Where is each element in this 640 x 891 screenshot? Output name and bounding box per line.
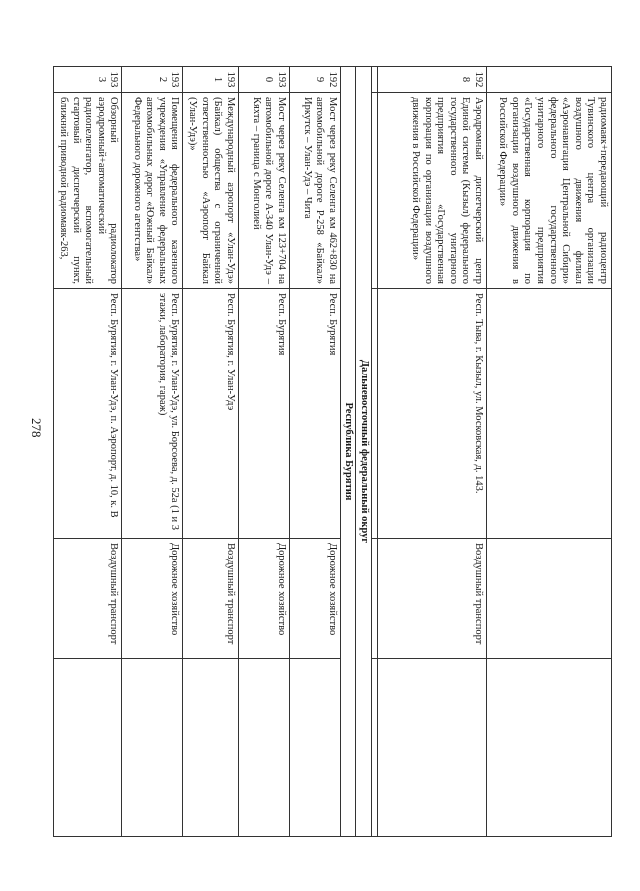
object-address: Респ. Бурятия, г. Улан-Удэ, п. Аэропорт, д. 10, к. В: [54, 289, 122, 539]
section-header-row: [356, 67, 372, 837]
empty-cell: [378, 659, 487, 837]
object-address: Респ. Тыва, г. Кызыл, ул. Московская, д. 143.: [378, 289, 487, 539]
object-sector: Воздушный транспорт: [54, 539, 122, 659]
empty-cell: [238, 659, 289, 837]
row-number: 1932: [122, 67, 183, 93]
section-header-row: [340, 67, 356, 837]
object-name: Аэродромный диспетчерский центр Единой системы (Кызыл) федерального государственного унитарного предприятия «Государственная корпорация по организации воздушного движения в Российской Федерации»: [378, 93, 487, 289]
table-row: [378, 67, 487, 837]
object-name: Мост через реку Селенга км 462+830 на автомобильной дороге Р-258 «Байкал» Иркутск – Улан-Удэ – Чита: [289, 93, 340, 289]
empty-cell: [289, 659, 340, 837]
row-number: 1929: [289, 67, 340, 93]
object-name: Помещения федерального казенного учреждения «Управление федеральных автомобильных дорог «Южный Байкал» Федерального дорожного агентства»: [122, 93, 183, 289]
object-address: Респ. Бурятия, г. Улан-Удэ, ул. Борсоева, д. 52а (1 и 3 этажи, лаборатория, гараж): [122, 289, 183, 539]
row-number: [487, 67, 612, 93]
page-number: 278: [29, 418, 44, 438]
object-sector: Дорожное хозяйство: [238, 539, 289, 659]
object-sector: Дорожное хозяйство: [122, 539, 183, 659]
spacer-row: [372, 67, 378, 837]
object-name: Мост через реку Селенга км 123+704 на автомобильной дороге А-340 Улан-Удэ – Кяхта – граница с Монголией: [238, 93, 289, 289]
object-sector: Воздушный транспорт: [183, 539, 238, 659]
row-number: 1931: [183, 67, 238, 93]
empty-cell: [122, 659, 183, 837]
federal-district-heading: Дальневосточный федеральный округ: [356, 67, 372, 837]
object-address: Респ. Бурятия: [238, 289, 289, 539]
object-name: Международный аэропорт «Улан-Удэ» (Байкал) общества с ограниченной ответственностью «Аэропорт Байкал (Улан-Удэ)»: [183, 93, 238, 289]
table-row: [122, 67, 183, 837]
object-sector: [487, 539, 612, 659]
empty-cell: [54, 659, 122, 837]
object-address: Респ. Бурятия: [289, 289, 340, 539]
object-address: Респ. Бурятия, г. Улан-Удэ: [183, 289, 238, 539]
object-sector: Дорожное хозяйство: [289, 539, 340, 659]
object-address: [487, 289, 612, 539]
object-name: радиомаяк+передающий радиоцентр Тувинского центра организации воздушного движения филиал «Аэронавигация Центральной Сибири» федерального государственного унитарного предприятия «Государственная корпорация по организации воздушного движения в Российской Федерации»: [487, 93, 612, 289]
table-row: [183, 67, 238, 837]
row-number: 1933: [54, 67, 122, 93]
table-row: [54, 67, 122, 837]
table-row: [238, 67, 289, 837]
table-row: [487, 67, 612, 837]
object-sector: Воздушный транспорт: [378, 539, 487, 659]
table-row: [289, 67, 340, 837]
empty-cell: [487, 659, 612, 837]
row-number: 1928: [378, 67, 487, 93]
object-name: Обзорный радиолокатор аэродромный+автоматический радиопеленгатор, вспомогательный стартовый диспетчерский пункт, ближний приводной радиомаяк-263,: [54, 93, 122, 289]
empty-cell: [183, 659, 238, 837]
rotated-page-content: [58, 66, 612, 836]
register-table: [53, 66, 612, 837]
region-heading: Республика Бурятия: [340, 67, 356, 837]
row-number: 1930: [238, 67, 289, 93]
